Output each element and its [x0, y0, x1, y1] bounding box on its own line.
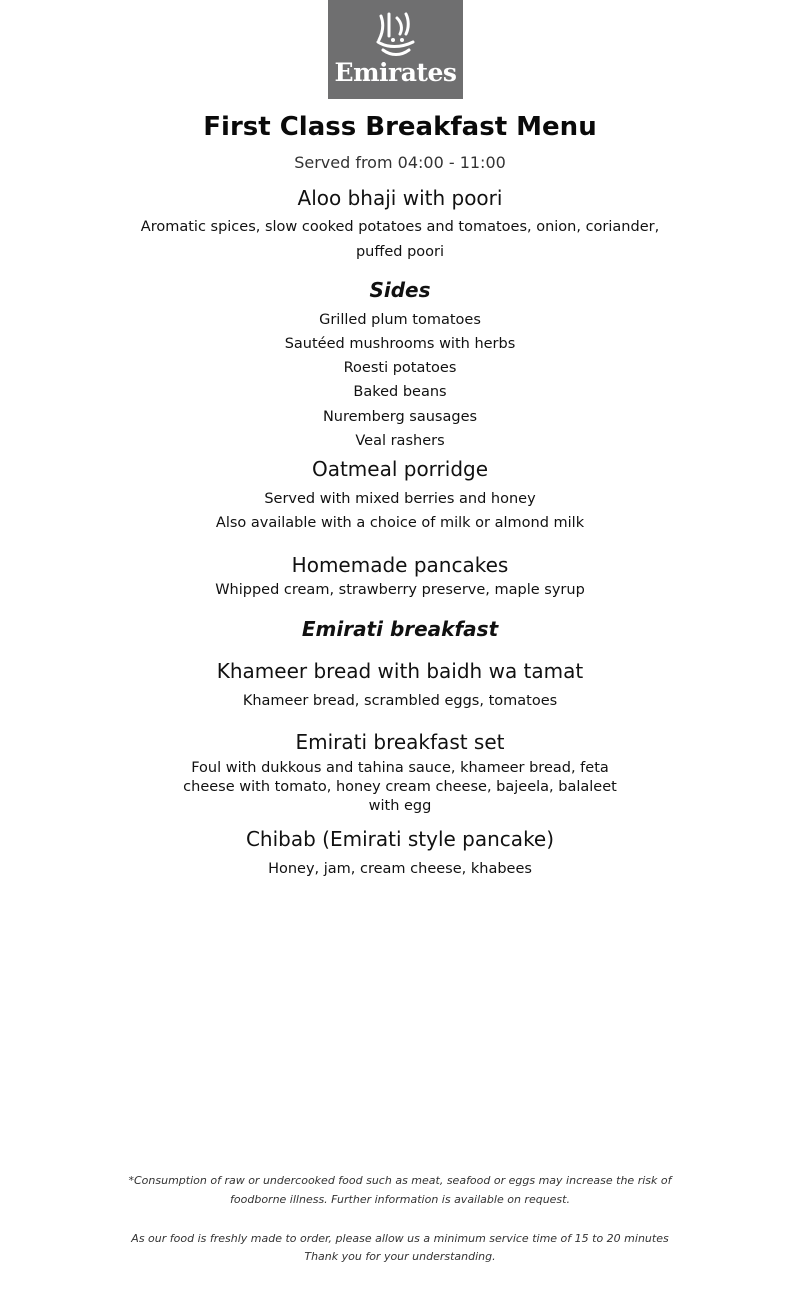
dish-khameer-desc: Khameer bread, scrambled eggs, tomatoes — [242, 693, 558, 709]
dish-set-desc-3: with egg — [368, 798, 432, 814]
footer-note-1: *Consumption of raw or undercooked food such as meat, seafood or eggs may increase the risk of — [128, 1174, 672, 1187]
dish-pancakes-name: Homemade pancakes — [291, 553, 509, 577]
dish-aloo-desc-1: Aromatic spices, slow cooked potatoes and tomatoes, onion, coriander, — [140, 219, 660, 235]
dish-set-name: Emirati breakfast set — [295, 730, 505, 754]
footer-service-1: As our food is freshly made to order, please allow us a minimum service time of 15 to 20 minutes — [131, 1232, 669, 1245]
sides-item: Sautéed mushrooms with herbs — [284, 336, 516, 352]
sides-item: Baked beans — [353, 384, 447, 400]
dish-khameer-name: Khameer bread with baidh wa tamat — [216, 659, 584, 683]
dish-oatmeal-name: Oatmeal porridge — [311, 457, 489, 481]
dish-set-desc-2: cheese with tomato, honey cream cheese, bajeela, balaleet — [183, 779, 617, 795]
emirates-logo — [328, 0, 463, 99]
dish-oatmeal-desc-2: Also available with a choice of milk or almond milk — [215, 515, 585, 531]
dish-aloo-desc-2: puffed poori — [355, 244, 445, 260]
sides-item: Grilled plum tomatoes — [319, 312, 481, 328]
dish-chibab-desc: Honey, jam, cream cheese, khabees — [268, 861, 532, 877]
sides-item: Roesti potatoes — [343, 360, 457, 376]
footer-service-2: Thank you for your understanding. — [304, 1250, 496, 1263]
emirati-heading: Emirati breakfast — [301, 617, 499, 641]
brand-name: Emirates — [334, 58, 457, 87]
footer-note-2: foodborne illness. Further information is available on request. — [230, 1193, 570, 1206]
sides-heading: Sides — [369, 278, 431, 302]
dish-aloo-name: Aloo bhaji with poori — [297, 186, 503, 210]
dish-oatmeal-desc-1: Served with mixed berries and honey — [264, 491, 536, 507]
served-hours: Served from 04:00 - 11:00 — [294, 153, 506, 172]
menu-title: First Class Breakfast Menu — [203, 112, 597, 142]
sides-item: Veal rashers — [355, 433, 445, 449]
sides-item: Nuremberg sausages — [322, 409, 478, 425]
dish-chibab-name: Chibab (Emirati style pancake) — [245, 827, 555, 851]
dish-set-desc-1: Foul with dukkous and tahina sauce, khameer bread, feta — [191, 760, 609, 776]
dish-pancakes-desc: Whipped cream, strawberry preserve, maple syrup — [215, 582, 585, 598]
calligraphy-emblem-icon — [373, 10, 418, 58]
